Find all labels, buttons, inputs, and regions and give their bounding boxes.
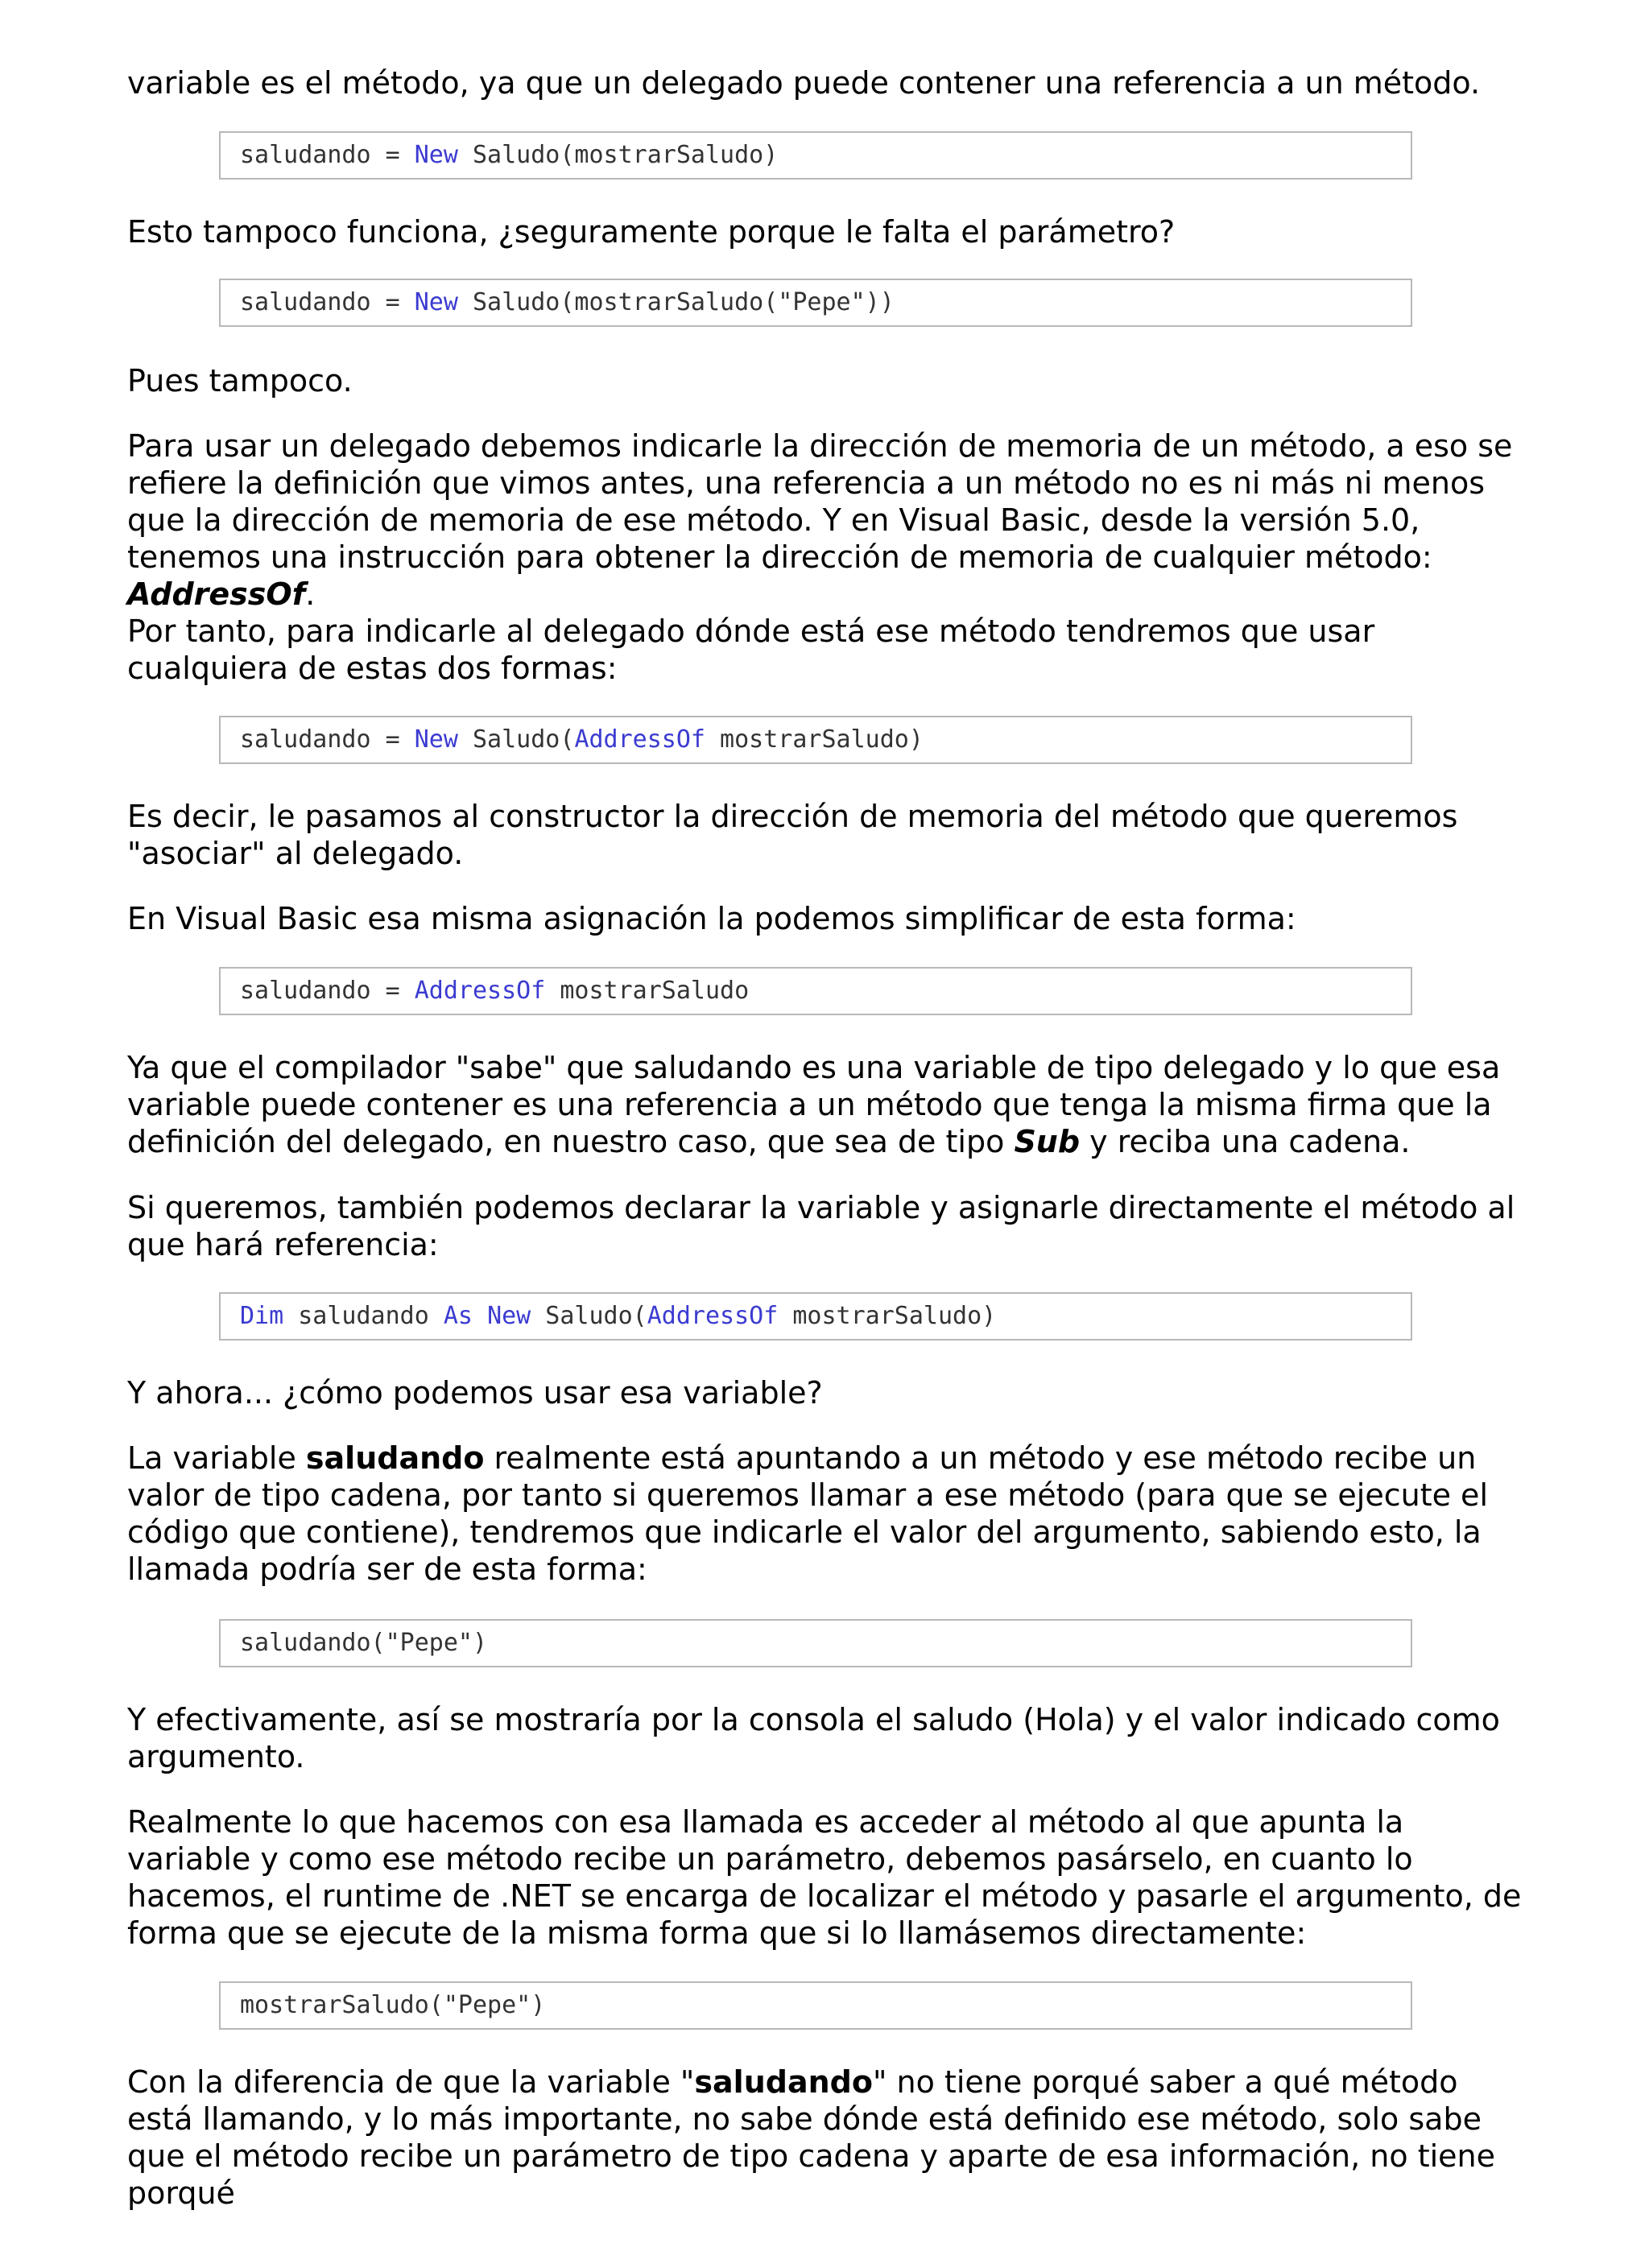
addressof-emphasis: AddressOf <box>127 576 306 612</box>
paragraph-12: Y efectivamente, así se mostraría por la consola el saludo (Hola) y el valor indicado como argumento. <box>127 1702 1500 1774</box>
paragraph-8 <box>127 1049 1528 1160</box>
code-text: saludando = <box>240 141 415 169</box>
code-keyword: New <box>414 725 458 754</box>
paragraph-5: Por tanto, para indicarle al delegado dónde está ese método tendremos que usar cualquiera de estas dos formas: <box>127 613 1375 686</box>
code-text: Saludo(mostrarSaludo("Pepe")) <box>457 288 895 316</box>
code-keyword: AddressOf <box>574 725 705 754</box>
paragraph-1: variable es el método, ya que un delegado puede contener una referencia a un método. <box>127 65 1481 101</box>
code-block-1 <box>219 131 1412 180</box>
paragraph-text: Para usar un delegado debemos indicarle la dirección de memoria de un método, a eso se refiere la definición que vimos antes, una referencia a un método no es ni más ni menos que la dirección de memoria de ese método. Y en Visual Basic, desde la versión 5.0, tenemos una instrucción para obtener la dirección de memoria de cualquier método: <box>127 428 1513 575</box>
paragraph-text: Con la diferencia de que la variable " <box>127 2064 695 2100</box>
code-keyword: New <box>487 1302 531 1330</box>
paragraph-13: Realmente lo que hacemos con esa llamada es acceder al método al que apunta la variable y como ese método recibe un parámetro, debemos pasárselo, en cuanto lo hacemos, el runtime de .NET se encarga de localizar el método y pasarle el argumento, de forma que se ejecute de la misma forma que si lo llamásemos directamente: <box>127 1804 1522 1951</box>
code-block-4 <box>219 967 1412 1015</box>
code-keyword: Dim <box>240 1302 284 1330</box>
code-block-2 <box>219 279 1412 327</box>
paragraph-11 <box>127 1440 1528 1588</box>
sub-emphasis: Sub <box>1014 1124 1081 1159</box>
code-block-5 <box>219 1292 1412 1341</box>
code-text: mostrarSaludo) <box>705 725 924 754</box>
code-text: Saludo( <box>457 725 575 754</box>
code-keyword: New <box>414 288 458 316</box>
code-block-3 <box>219 716 1412 764</box>
code-text <box>473 1302 487 1330</box>
paragraph-text: " no tiene porqué saber a qué método está llamando, y lo más importante, no sabe dónde está definido ese método, solo sabe que el método recibe un parámetro de tipo cadena y aparte de esa información, no tiene porqué <box>127 2064 1495 2211</box>
paragraph-text: . <box>305 576 316 612</box>
paragraph-2: Esto tampoco funciona, ¿seguramente porque le falta el parámetro? <box>127 214 1176 250</box>
code-text: saludando = <box>240 977 415 1005</box>
code-text: Saludo(mostrarSaludo) <box>457 141 779 169</box>
paragraph-3: Pues tampoco. <box>127 363 353 399</box>
code-text: mostrarSaludo) <box>778 1302 997 1330</box>
code-block-7: mostrarSaludo("Pepe") <box>219 1981 1412 2030</box>
code-keyword: AddressOf <box>414 977 546 1005</box>
paragraph-text: La variable <box>127 1440 306 1476</box>
saludando-emphasis: saludando <box>305 1440 485 1476</box>
paragraph-7: En Visual Basic esa misma asignación la podemos simplificar de esta forma: <box>127 901 1296 936</box>
paragraph-4 <box>127 428 1528 613</box>
code-text: saludando = <box>240 725 415 754</box>
code-text: Saludo( <box>531 1302 647 1330</box>
paragraph-text: y reciba una cadena. <box>1080 1124 1411 1159</box>
paragraph-6: Es decir, le pasamos al constructor la dirección de memoria del método que queremos "asociar" al delegado. <box>127 799 1458 871</box>
saludando-emphasis: saludando <box>694 2064 873 2100</box>
paragraph-14 <box>127 2064 1528 2212</box>
paragraph-10: Y ahora... ¿cómo podemos usar esa variable? <box>127 1375 823 1411</box>
code-text: saludando = <box>240 288 415 316</box>
code-text: saludando <box>283 1302 444 1330</box>
code-keyword: New <box>414 141 458 169</box>
paragraph-9: Si queremos, también podemos declarar la variable y asignarle directamente el método al que hará referencia: <box>127 1190 1515 1262</box>
code-text: mostrarSaludo <box>545 977 750 1005</box>
paragraph-text: realmente está apuntando a un método y ese método recibe un valor de tipo cadena, por tanto si queremos llamar a ese método (para que se ejecute el código que contiene), tendremos que indicarle el valor del argumento, sabiendo esto, la llamada podría ser de esta forma: <box>127 1440 1488 1587</box>
code-keyword: As <box>443 1302 473 1330</box>
paragraph-text: Ya que el compilador "sabe" que saludando es una variable de tipo delegado y lo que esa variable puede contener es una referencia a un método que tenga la misma firma que la definición del delegado, en nuestro caso, que sea de tipo <box>127 1050 1501 1159</box>
code-keyword: AddressOf <box>647 1302 779 1330</box>
code-block-6: saludando("Pepe") <box>219 1619 1412 1667</box>
